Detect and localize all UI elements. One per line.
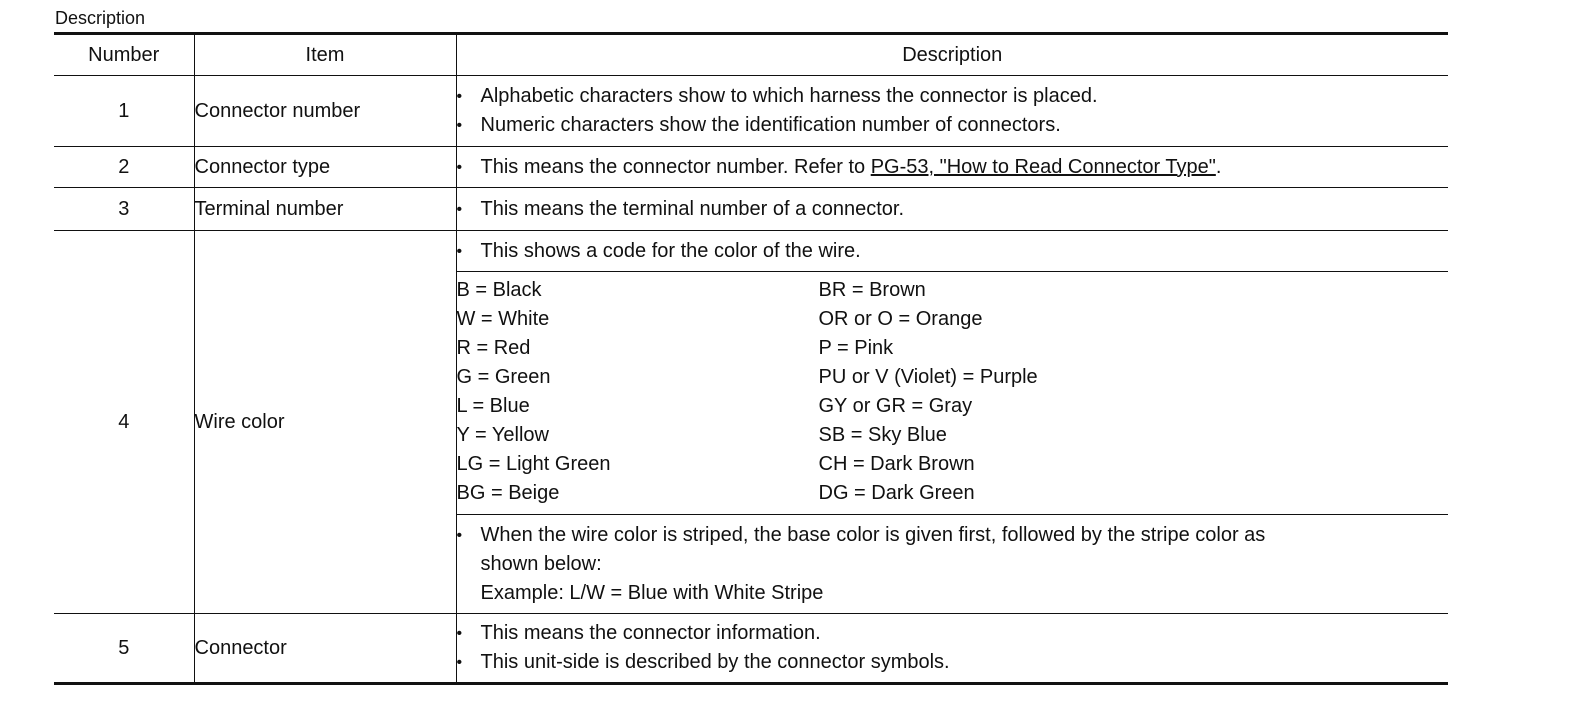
stripe-line: When the wire color is striped, the base color is given first, followed by the stripe color as <box>480 523 1266 546</box>
stripe-line: shown below: <box>480 552 602 575</box>
color-code: OR or O = Orange <box>818 308 983 330</box>
color-code: P = Pink <box>818 337 894 359</box>
color-code: G = Green <box>456 366 551 388</box>
table-row <box>54 76 1448 147</box>
row-number: 1 <box>54 76 194 147</box>
row-description <box>456 76 1448 147</box>
row-description <box>456 614 1448 684</box>
color-code: GY or GR = Gray <box>818 395 973 417</box>
table-caption: Description <box>55 8 146 28</box>
text-before-link: This means the connector number. Refer to <box>480 155 871 178</box>
color-code: BR = Brown <box>818 279 926 301</box>
header-description: Description <box>456 34 1448 76</box>
stripe-example: Example: L/W = Blue with White Stripe <box>480 581 824 604</box>
color-code: DG = Dark Green <box>818 482 975 504</box>
color-code: Y = Yellow <box>456 424 549 446</box>
row-description <box>456 147 1448 188</box>
color-code: LG = Light Green <box>456 453 611 475</box>
color-code: BG = Beige <box>456 482 560 504</box>
row-item: Connector number <box>194 76 456 147</box>
row-item: Wire color <box>194 231 456 614</box>
row-number: 3 <box>54 188 194 231</box>
header-row <box>54 34 1448 76</box>
wire-color-codes <box>456 272 1448 515</box>
row-number: 2 <box>54 147 194 188</box>
color-code: SB = Sky Blue <box>818 424 947 446</box>
color-code: CH = Dark Brown <box>818 453 975 475</box>
table-row <box>54 614 1448 684</box>
row-item: Terminal number <box>194 188 456 231</box>
table-row <box>54 147 1448 188</box>
row-item: Connector type <box>194 147 456 188</box>
color-code: W = White <box>456 308 550 330</box>
table-row <box>54 188 1448 231</box>
bullet-text: • Alphabetic characters show to which harness the connector is placed. <box>457 82 1449 111</box>
bullet-text <box>457 521 1449 608</box>
color-code: R = Red <box>456 337 531 359</box>
bullet-text: • Numeric characters show the identification number of connectors. <box>457 111 1449 140</box>
row-number: 5 <box>54 614 194 684</box>
color-code: L = Blue <box>456 395 530 417</box>
pg-53-reference-link[interactable]: PG-53, "How to Read Connector Type" <box>870 155 1216 178</box>
text-after-link: . <box>1215 155 1222 178</box>
table-row <box>54 231 1448 272</box>
bullet-text <box>457 153 1449 182</box>
header-number: Number <box>54 34 194 76</box>
header-item: Item <box>194 34 456 76</box>
color-code: B = Black <box>456 279 542 301</box>
bullet-text: • This unit-side is described by the connector symbols. <box>457 648 1449 677</box>
bullet-text: • This means the terminal number of a connector. <box>457 195 1449 224</box>
wire-stripe-note <box>456 515 1448 614</box>
bullet-text: • This means the connector information. <box>457 619 1449 648</box>
row-number: 4 <box>54 231 194 614</box>
wire-color-intro <box>456 231 1448 272</box>
color-code: PU or V (Violet) = Purple <box>818 366 1038 388</box>
description-table <box>54 32 1448 685</box>
color-code-grid <box>457 272 1449 514</box>
row-item: Connector <box>194 614 456 684</box>
bullet-text: • This shows a code for the color of the wire. <box>457 237 1449 266</box>
row-description <box>456 188 1448 231</box>
